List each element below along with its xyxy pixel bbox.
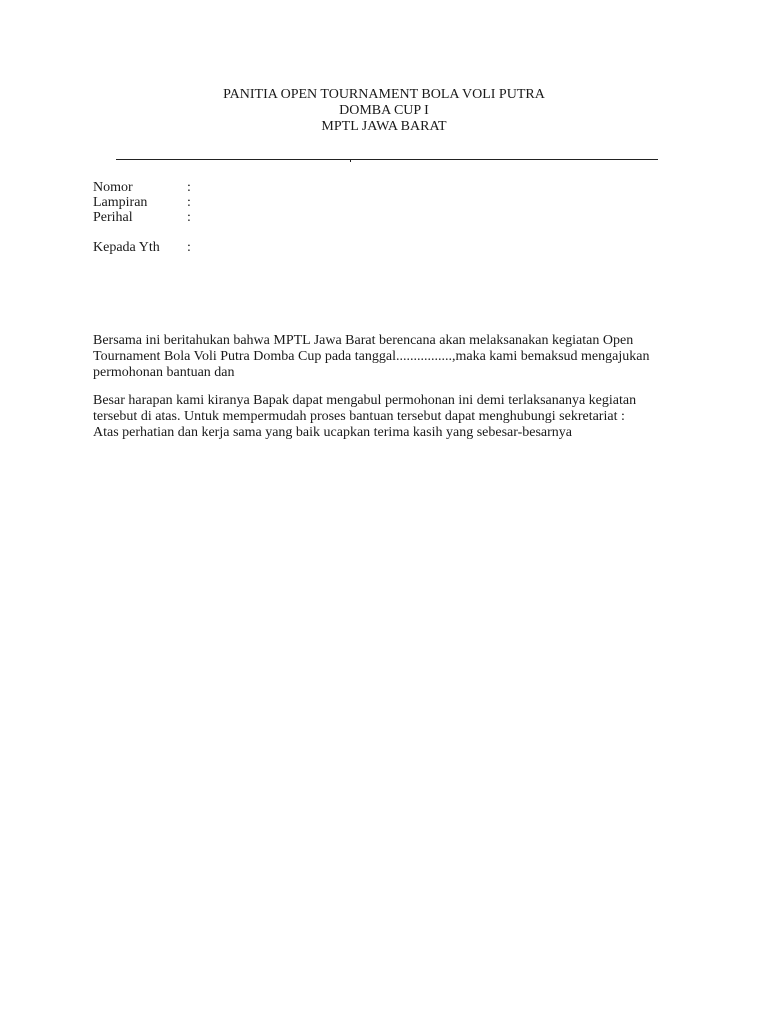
letterhead-event: DOMBA CUP I (339, 103, 429, 118)
paragraph-closing-line-2: tersebut di atas. Untuk mempermudah proses bantuan tersebut dapat menghubungi sekretariat : (93, 409, 625, 424)
perihal-colon: : (187, 210, 191, 225)
lampiran-label: Lampiran (93, 195, 148, 210)
paragraph-closing-line-1: Besar harapan kami kiranya Bapak dapat mengabul permohonan ini demi terlaksananya kegiatan (93, 393, 637, 408)
nomor-colon: : (187, 180, 191, 195)
paragraph-closing-line-3: Atas perhatian dan kerja sama yang baik ucapkan terima kasih yang sebesar-besarnya (93, 425, 573, 440)
meta-row-nomor (93, 180, 197, 195)
letterhead-organization: MPTL JAWA BARAT (321, 119, 447, 134)
lampiran-colon: : (187, 195, 191, 210)
paragraph-intro-line-2-start: Tournament Bola Voli Putra Domba Cup pada tanggal (93, 349, 396, 364)
paragraph-closing (93, 393, 673, 441)
letterhead-divider (116, 159, 658, 160)
paragraph-intro-line-3: permohonan bantuan dan (93, 365, 235, 380)
letterhead (0, 87, 768, 135)
date-placeholder-dots: ................ (395, 349, 452, 364)
paragraph-intro-line-1: Bersama ini beritahukan bahwa MPTL Jawa Barat berencana akan melaksanakan kegiatan Open (93, 333, 634, 348)
letter-meta (93, 180, 197, 255)
nomor-label: Nomor (93, 180, 133, 195)
meta-row-lampiran (93, 195, 197, 210)
meta-spacer (93, 225, 197, 240)
meta-row-kepada (93, 240, 197, 255)
paragraph-intro-line-2 (93, 349, 673, 365)
kepada-label: Kepada Yth (93, 240, 160, 255)
divider-mark (350, 159, 351, 162)
paragraph-intro (93, 333, 673, 381)
kepada-colon: : (187, 240, 191, 255)
meta-row-perihal (93, 210, 197, 225)
letterhead-committee: PANITIA OPEN TOURNAMENT BOLA VOLI PUTRA (223, 87, 545, 102)
perihal-label: Perihal (93, 210, 133, 225)
paragraph-intro-line-2-end: ,maka kami bemaksud mengajukan (451, 349, 650, 364)
